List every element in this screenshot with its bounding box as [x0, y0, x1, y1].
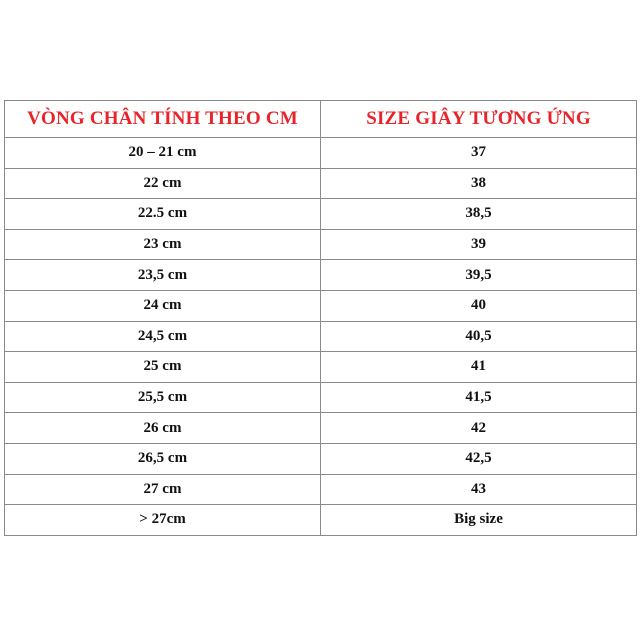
- cell-shoe-size: 40,5: [321, 321, 637, 352]
- cell-foot-cm: 24,5 cm: [5, 321, 321, 352]
- cell-shoe-size: 41,5: [321, 382, 637, 413]
- cell-foot-cm: 26,5 cm: [5, 443, 321, 474]
- cell-foot-cm: > 27cm: [5, 505, 321, 536]
- cell-shoe-size: 38,5: [321, 199, 637, 230]
- cell-foot-cm: 25 cm: [5, 352, 321, 383]
- cell-foot-cm: 24 cm: [5, 290, 321, 321]
- cell-shoe-size: Big size: [321, 505, 637, 536]
- size-conversion-table: [4, 100, 637, 536]
- cell-shoe-size: 38: [321, 168, 637, 199]
- table-row: [5, 382, 637, 413]
- table-row: [5, 474, 637, 505]
- cell-shoe-size: 37: [321, 138, 637, 169]
- cell-shoe-size: 43: [321, 474, 637, 505]
- cell-foot-cm: 23,5 cm: [5, 260, 321, 291]
- table-row: [5, 168, 637, 199]
- cell-foot-cm: 22.5 cm: [5, 199, 321, 230]
- table-row: [5, 260, 637, 291]
- table-row: [5, 352, 637, 383]
- table-row: [5, 505, 637, 536]
- cell-shoe-size: 39: [321, 229, 637, 260]
- table-row: [5, 443, 637, 474]
- table-row: [5, 138, 637, 169]
- cell-shoe-size: 40: [321, 290, 637, 321]
- cell-foot-cm: 26 cm: [5, 413, 321, 444]
- cell-shoe-size: 39,5: [321, 260, 637, 291]
- cell-foot-cm: 23 cm: [5, 229, 321, 260]
- cell-foot-cm: 25,5 cm: [5, 382, 321, 413]
- header-foot-circumference: VÒNG CHÂN TÍNH THEO CM: [5, 101, 321, 138]
- cell-shoe-size: 42,5: [321, 443, 637, 474]
- table-row: [5, 199, 637, 230]
- cell-foot-cm: 20 – 21 cm: [5, 138, 321, 169]
- table-row: [5, 413, 637, 444]
- table-header-row: [5, 101, 637, 138]
- cell-shoe-size: 41: [321, 352, 637, 383]
- cell-shoe-size: 42: [321, 413, 637, 444]
- table-row: [5, 229, 637, 260]
- table-row: [5, 321, 637, 352]
- table-row: [5, 290, 637, 321]
- cell-foot-cm: 27 cm: [5, 474, 321, 505]
- cell-foot-cm: 22 cm: [5, 168, 321, 199]
- header-shoe-size: SIZE GIÂY TƯƠNG ỨNG: [321, 101, 637, 138]
